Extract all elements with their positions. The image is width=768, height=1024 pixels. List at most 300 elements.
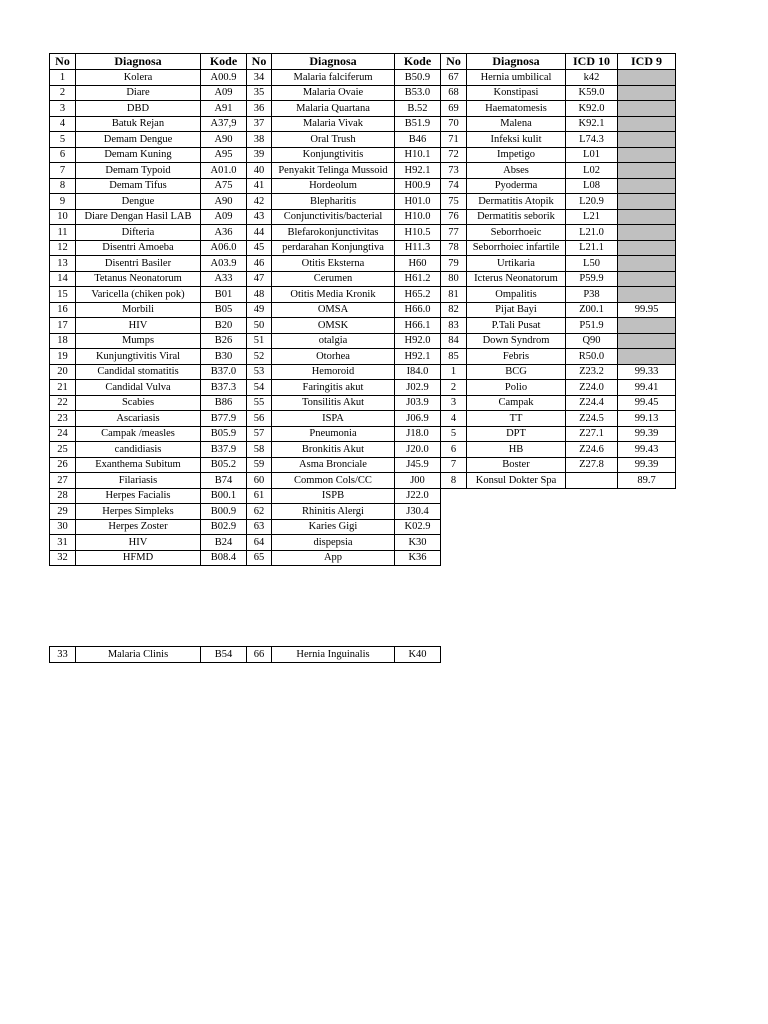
cell-kode: B00.9	[201, 504, 247, 520]
cell-icd10: Z24.4	[566, 395, 618, 411]
cell-diagnosa: Seborrhoiec infartile	[467, 240, 566, 256]
table-row	[50, 457, 676, 473]
header-icd9: ICD 9	[618, 54, 676, 70]
cell-icd10: P59.9	[566, 271, 618, 287]
cell-icd9: 99.95	[618, 302, 676, 318]
cell-kode: H01.0	[395, 194, 441, 210]
cell-icd9	[618, 194, 676, 210]
cell-kode: A91	[201, 101, 247, 117]
cell-diagnosa: Pneumonia	[272, 426, 395, 442]
cell-no: 17	[50, 318, 76, 334]
cell-kode: B46	[395, 132, 441, 148]
cell-no: 5	[50, 132, 76, 148]
cell-no: 66	[247, 647, 272, 663]
cell-no: 32	[50, 550, 76, 566]
table-row	[50, 271, 676, 287]
cell-diagnosa: Polio	[467, 380, 566, 396]
cell-kode: A09	[201, 209, 247, 225]
cell-no: 45	[247, 240, 272, 256]
cell-diagnosa: ISPA	[272, 411, 395, 427]
cell-icd10: P51.9	[566, 318, 618, 334]
table-row	[50, 411, 676, 427]
header-no-1: No	[50, 54, 76, 70]
cell-diagnosa: Ascariasis	[76, 411, 201, 427]
cell-no: 35	[247, 85, 272, 101]
cell-no: 62	[247, 504, 272, 520]
table-row	[50, 535, 676, 551]
cell-diagnosa: Varicella (chiken pok)	[76, 287, 201, 303]
cell-icd10	[566, 473, 618, 489]
cell-kode: A90	[201, 194, 247, 210]
table-row	[50, 550, 676, 566]
table-body	[50, 70, 676, 566]
cell-diagnosa: Common Cols/CC	[272, 473, 395, 489]
cell-no: 6	[50, 147, 76, 163]
cell-diagnosa: Herpes Zoster	[76, 519, 201, 535]
table-row	[50, 426, 676, 442]
cell-diagnosa: Campak /measles	[76, 426, 201, 442]
cell-icd9	[618, 178, 676, 194]
cell-diagnosa: Hernia Inguinalis	[272, 647, 395, 663]
cell-diagnosa: Pyoderma	[467, 178, 566, 194]
cell-diagnosa: Tonsilitis Akut	[272, 395, 395, 411]
cell-kode: B05	[201, 302, 247, 318]
cell-diagnosa: Malena	[467, 116, 566, 132]
cell-diagnosa: Infeksi kulit	[467, 132, 566, 148]
cell-kode: A06.0	[201, 240, 247, 256]
cell-no: 30	[50, 519, 76, 535]
extra-diagnosis-table	[49, 646, 441, 663]
cell-kode: H66.0	[395, 302, 441, 318]
cell-no: 11	[50, 225, 76, 241]
cell-kode: A33	[201, 271, 247, 287]
cell-diagnosa: Febris	[467, 349, 566, 365]
cell-icd10: K92.1	[566, 116, 618, 132]
cell-diagnosa: Otorhea	[272, 349, 395, 365]
cell-no: 61	[247, 488, 272, 504]
cell-kode: B37.9	[201, 442, 247, 458]
empty-cell	[618, 488, 676, 504]
cell-no: 49	[247, 302, 272, 318]
cell-kode: J20.0	[395, 442, 441, 458]
cell-no: 12	[50, 240, 76, 256]
header-diagnosa-3: Diagnosa	[467, 54, 566, 70]
table-row	[50, 147, 676, 163]
cell-no: 6	[441, 442, 467, 458]
table-row	[50, 240, 676, 256]
table-row	[50, 225, 676, 241]
cell-diagnosa: Blefarokonjunctivitas	[272, 225, 395, 241]
cell-kode: A36	[201, 225, 247, 241]
cell-diagnosa: Impetigo	[467, 147, 566, 163]
cell-diagnosa: Dermatitis seborik	[467, 209, 566, 225]
cell-diagnosa: Dermatitis Atopik	[467, 194, 566, 210]
cell-diagnosa: Campak	[467, 395, 566, 411]
table-row	[50, 302, 676, 318]
cell-icd10: Z27.1	[566, 426, 618, 442]
cell-no: 54	[247, 380, 272, 396]
cell-kode: A00.9	[201, 70, 247, 86]
cell-no: 33	[50, 647, 76, 663]
header-no-3: No	[441, 54, 467, 70]
cell-icd10: K92.0	[566, 101, 618, 117]
cell-diagnosa: Filariasis	[76, 473, 201, 489]
cell-no: 74	[441, 178, 467, 194]
cell-no: 71	[441, 132, 467, 148]
table-row	[50, 70, 676, 86]
cell-kode: B30	[201, 349, 247, 365]
cell-diagnosa: Herpes Facialis	[76, 488, 201, 504]
cell-diagnosa: perdarahan Konjungtiva	[272, 240, 395, 256]
cell-diagnosa: otalgia	[272, 333, 395, 349]
cell-kode: B02.9	[201, 519, 247, 535]
cell-diagnosa: Kunjungtivitis Viral	[76, 349, 201, 365]
cell-diagnosa: Otitis Eksterna	[272, 256, 395, 272]
cell-icd9	[618, 240, 676, 256]
cell-icd10: R50.0	[566, 349, 618, 365]
cell-kode: B05.9	[201, 426, 247, 442]
cell-diagnosa: Disentri Amoeba	[76, 240, 201, 256]
cell-no: 64	[247, 535, 272, 551]
cell-icd9	[618, 318, 676, 334]
cell-icd9	[618, 287, 676, 303]
cell-icd10: L08	[566, 178, 618, 194]
cell-diagnosa: Urtikaria	[467, 256, 566, 272]
table-row	[50, 488, 676, 504]
cell-no: 41	[247, 178, 272, 194]
cell-no: 73	[441, 163, 467, 179]
cell-icd9	[618, 132, 676, 148]
cell-no: 21	[50, 380, 76, 396]
cell-diagnosa: Malaria Clinis	[76, 647, 201, 663]
cell-no: 57	[247, 426, 272, 442]
cell-kode: J30.4	[395, 504, 441, 520]
table-row	[50, 395, 676, 411]
empty-cell	[566, 535, 618, 551]
cell-diagnosa: Down Syndrom	[467, 333, 566, 349]
table-row	[50, 209, 676, 225]
table-row	[50, 116, 676, 132]
cell-kode: B26	[201, 333, 247, 349]
cell-icd10: L74.3	[566, 132, 618, 148]
cell-icd9: 99.43	[618, 442, 676, 458]
cell-kode: B37.3	[201, 380, 247, 396]
table-row	[50, 380, 676, 396]
cell-diagnosa: Malaria Vivak	[272, 116, 395, 132]
cell-no: 1	[50, 70, 76, 86]
empty-cell	[467, 519, 566, 535]
cell-no: 67	[441, 70, 467, 86]
cell-kode: H92.1	[395, 349, 441, 365]
cell-no: 8	[50, 178, 76, 194]
cell-icd9	[618, 101, 676, 117]
cell-diagnosa: Demam Dengue	[76, 132, 201, 148]
cell-icd10: P38	[566, 287, 618, 303]
table-row	[50, 473, 676, 489]
cell-kode: H65.2	[395, 287, 441, 303]
cell-kode: H10.1	[395, 147, 441, 163]
cell-diagnosa: dispepsia	[272, 535, 395, 551]
cell-kode: B20	[201, 318, 247, 334]
table-row	[50, 349, 676, 365]
cell-kode: B24	[201, 535, 247, 551]
cell-no: 9	[50, 194, 76, 210]
table-row	[50, 132, 676, 148]
cell-icd9	[618, 163, 676, 179]
cell-no: 28	[50, 488, 76, 504]
empty-cell	[566, 488, 618, 504]
cell-diagnosa: Otitis Media Kronik	[272, 287, 395, 303]
cell-no: 3	[441, 395, 467, 411]
cell-no: 51	[247, 333, 272, 349]
cell-diagnosa: TT	[467, 411, 566, 427]
cell-kode: B37.0	[201, 364, 247, 380]
cell-diagnosa: HFMD	[76, 550, 201, 566]
cell-kode: A75	[201, 178, 247, 194]
cell-kode: A90	[201, 132, 247, 148]
cell-kode: K02.9	[395, 519, 441, 535]
cell-no: 22	[50, 395, 76, 411]
cell-diagnosa: Demam Typoid	[76, 163, 201, 179]
cell-diagnosa: ISPB	[272, 488, 395, 504]
empty-cell	[467, 504, 566, 520]
cell-diagnosa: Hordeolum	[272, 178, 395, 194]
cell-no: 81	[441, 287, 467, 303]
cell-kode: H92.0	[395, 333, 441, 349]
cell-diagnosa: Ompalitis	[467, 287, 566, 303]
cell-no: 69	[441, 101, 467, 117]
cell-diagnosa: OMSA	[272, 302, 395, 318]
empty-cell	[566, 550, 618, 566]
cell-icd10: Z27.8	[566, 457, 618, 473]
cell-diagnosa: Oral Trush	[272, 132, 395, 148]
cell-icd9	[618, 225, 676, 241]
cell-kode: J06.9	[395, 411, 441, 427]
cell-diagnosa: Malaria Ovaie	[272, 85, 395, 101]
cell-kode: B53.0	[395, 85, 441, 101]
cell-icd9	[618, 333, 676, 349]
empty-cell	[441, 504, 467, 520]
cell-icd9: 99.39	[618, 457, 676, 473]
cell-icd10: K59.0	[566, 85, 618, 101]
cell-diagnosa: Hernia umbilical	[467, 70, 566, 86]
cell-kode: H66.1	[395, 318, 441, 334]
cell-kode: H60	[395, 256, 441, 272]
empty-cell	[566, 519, 618, 535]
cell-no: 2	[50, 85, 76, 101]
cell-diagnosa: Scabies	[76, 395, 201, 411]
cell-no: 26	[50, 457, 76, 473]
cell-no: 27	[50, 473, 76, 489]
cell-no: 58	[247, 442, 272, 458]
empty-cell	[467, 488, 566, 504]
cell-no: 5	[441, 426, 467, 442]
cell-kode: I84.0	[395, 364, 441, 380]
cell-kode: B.52	[395, 101, 441, 117]
cell-diagnosa: Malaria Quartana	[272, 101, 395, 117]
cell-icd10: Z24.5	[566, 411, 618, 427]
cell-icd9	[618, 349, 676, 365]
cell-no: 60	[247, 473, 272, 489]
cell-no: 75	[441, 194, 467, 210]
header-row	[50, 54, 676, 70]
cell-no: 65	[247, 550, 272, 566]
cell-kode: A95	[201, 147, 247, 163]
header-diagnosa-1: Diagnosa	[76, 54, 201, 70]
header-kode-2: Kode	[395, 54, 441, 70]
cell-no: 24	[50, 426, 76, 442]
cell-diagnosa: Mumps	[76, 333, 201, 349]
cell-no: 14	[50, 271, 76, 287]
cell-no: 43	[247, 209, 272, 225]
table-row	[50, 163, 676, 179]
cell-diagnosa: BCG	[467, 364, 566, 380]
cell-no: 72	[441, 147, 467, 163]
cell-no: 1	[441, 364, 467, 380]
empty-cell	[441, 488, 467, 504]
cell-diagnosa: HIV	[76, 318, 201, 334]
cell-no: 31	[50, 535, 76, 551]
empty-cell	[467, 535, 566, 551]
cell-diagnosa: HB	[467, 442, 566, 458]
cell-no: 29	[50, 504, 76, 520]
cell-no: 59	[247, 457, 272, 473]
cell-diagnosa: Abses	[467, 163, 566, 179]
cell-kode: J03.9	[395, 395, 441, 411]
empty-cell	[467, 550, 566, 566]
cell-no: 7	[441, 457, 467, 473]
cell-diagnosa: DPT	[467, 426, 566, 442]
cell-no: 23	[50, 411, 76, 427]
cell-no: 77	[441, 225, 467, 241]
cell-no: 18	[50, 333, 76, 349]
cell-diagnosa: Demam Kuning	[76, 147, 201, 163]
cell-kode: J18.0	[395, 426, 441, 442]
cell-no: 13	[50, 256, 76, 272]
cell-icd10: L02	[566, 163, 618, 179]
cell-kode: B54	[201, 647, 247, 663]
cell-diagnosa: Konstipasi	[467, 85, 566, 101]
cell-kode: B50.9	[395, 70, 441, 86]
cell-kode: H10.0	[395, 209, 441, 225]
cell-diagnosa: Morbili	[76, 302, 201, 318]
cell-diagnosa: Bronkitis Akut	[272, 442, 395, 458]
cell-no: 47	[247, 271, 272, 287]
cell-diagnosa: candidiasis	[76, 442, 201, 458]
cell-no: 53	[247, 364, 272, 380]
table-row	[50, 333, 676, 349]
cell-no: 10	[50, 209, 76, 225]
cell-diagnosa: Konjungtivitis	[272, 147, 395, 163]
table-row	[50, 504, 676, 520]
cell-diagnosa: Icterus Neonatorum	[467, 271, 566, 287]
cell-diagnosa: App	[272, 550, 395, 566]
cell-diagnosa: Rhinitis Alergi	[272, 504, 395, 520]
cell-kode: A09	[201, 85, 247, 101]
table-row	[50, 442, 676, 458]
cell-icd10: Z24.6	[566, 442, 618, 458]
cell-icd10: Z23.2	[566, 364, 618, 380]
cell-icd9	[618, 147, 676, 163]
cell-diagnosa: Asma Bronciale	[272, 457, 395, 473]
cell-icd9: 99.13	[618, 411, 676, 427]
cell-no: 34	[247, 70, 272, 86]
cell-icd10: Z24.0	[566, 380, 618, 396]
cell-no: 2	[441, 380, 467, 396]
table-row	[50, 318, 676, 334]
empty-cell	[441, 535, 467, 551]
cell-no: 7	[50, 163, 76, 179]
cell-icd9: 99.39	[618, 426, 676, 442]
cell-icd9	[618, 70, 676, 86]
cell-diagnosa: DBD	[76, 101, 201, 117]
cell-diagnosa: Conjunctivitis/bacterial	[272, 209, 395, 225]
cell-icd9	[618, 209, 676, 225]
header-kode-1: Kode	[201, 54, 247, 70]
cell-no: 48	[247, 287, 272, 303]
cell-icd10: Q90	[566, 333, 618, 349]
cell-kode: B08.4	[201, 550, 247, 566]
cell-diagnosa: Karies Gigi	[272, 519, 395, 535]
cell-no: 52	[247, 349, 272, 365]
header-no-2: No	[247, 54, 272, 70]
cell-no: 4	[50, 116, 76, 132]
diagnosis-code-table	[49, 53, 676, 566]
cell-icd9: 99.45	[618, 395, 676, 411]
table-row	[50, 519, 676, 535]
cell-kode: B00.1	[201, 488, 247, 504]
cell-kode: B01	[201, 287, 247, 303]
cell-icd9	[618, 85, 676, 101]
cell-icd10: L01	[566, 147, 618, 163]
cell-diagnosa: OMSK	[272, 318, 395, 334]
cell-diagnosa: HIV	[76, 535, 201, 551]
cell-icd9: 99.41	[618, 380, 676, 396]
empty-cell	[566, 504, 618, 520]
cell-no: 46	[247, 256, 272, 272]
table-row	[50, 85, 676, 101]
cell-diagnosa: Tetanus Neonatorum	[76, 271, 201, 287]
cell-no: 20	[50, 364, 76, 380]
cell-kode: A03.9	[201, 256, 247, 272]
cell-icd9: 99.33	[618, 364, 676, 380]
cell-icd10: Z00.1	[566, 302, 618, 318]
empty-cell	[618, 519, 676, 535]
cell-no: 3	[50, 101, 76, 117]
cell-icd10: L50	[566, 256, 618, 272]
cell-diagnosa: Penyakit Telinga Mussoid	[272, 163, 395, 179]
cell-kode: A37,9	[201, 116, 247, 132]
cell-icd10: L21.0	[566, 225, 618, 241]
cell-diagnosa: Dengue	[76, 194, 201, 210]
cell-kode: J02.9	[395, 380, 441, 396]
cell-diagnosa: Candidal Vulva	[76, 380, 201, 396]
cell-icd9: 89.7	[618, 473, 676, 489]
cell-kode: H00.9	[395, 178, 441, 194]
cell-no: 84	[441, 333, 467, 349]
cell-diagnosa: Kolera	[76, 70, 201, 86]
cell-no: 50	[247, 318, 272, 334]
cell-no: 63	[247, 519, 272, 535]
cell-kode: K30	[395, 535, 441, 551]
cell-no: 76	[441, 209, 467, 225]
header-icd10: ICD 10	[566, 54, 618, 70]
table-row	[50, 364, 676, 380]
cell-diagnosa: Seborrhoeic	[467, 225, 566, 241]
cell-diagnosa: Batuk Rejan	[76, 116, 201, 132]
cell-kode: B77.9	[201, 411, 247, 427]
empty-cell	[618, 504, 676, 520]
